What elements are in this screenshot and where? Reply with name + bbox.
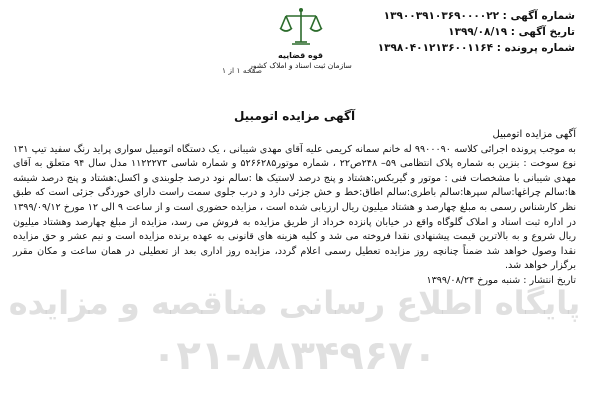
case-number: ۱۳۹۸۰۴۰۱۲۱۳۶۰۰۱۱۶۴	[377, 42, 494, 54]
notice-number-label: شماره آگهی :	[502, 10, 575, 22]
notice-date-label: تاریخ آگهی :	[510, 26, 575, 38]
notice-title: آگهی مزایده اتومبیل	[233, 109, 356, 123]
notice-number: ۱۳۹۰۰۳۹۱۰۳۶۹۰۰۰۰۲۲	[383, 10, 500, 22]
notice-number-row	[355, 8, 575, 24]
publication-date: ۱۳۹۹/۰۸/۲۴	[426, 274, 475, 286]
watermark-phone: ۰۲۱-۸۸۳۴۹۶۷۰	[151, 333, 438, 379]
notice-date-row	[355, 24, 575, 40]
notice-subject: آگهی مزایده اتومبیل	[492, 129, 576, 140]
organization-emblem	[248, 6, 353, 86]
notice-body	[13, 128, 576, 289]
publication-date-label: تاریخ انتشار : شنبه مورخ	[477, 274, 576, 286]
publication-date-row	[13, 274, 576, 289]
page-number: صفحه ۱ از ۱	[222, 66, 262, 75]
case-number-label: شماره پرونده :	[496, 42, 575, 54]
notice-body-text: به موجب پرونده اجرائی کلاسه ۹۹۰۰۰۹۰ له خانم سمانه کریمی علیه آقای مهدی شیبانی ، یک دستگاه اتومبیل سواری پراید رنگ سفید تیپ ۱۳۱ نوع سوخت : بنزین به شماره پلاک انتظامی ۵۹– ۲۴۸ص۲۲ ، شماره موتور۵۲۶۶۲۸۵ و شماره شاسی ۱۱۲۲۲۷۳ مدل سال ۹۴ متعلق به آقای مهدی شیبانی با مشخصات فنی : موتور و گیربکس:هشتاد و پنج درصد لاستیک ها :سالم نود درصد جلوبندی و اکسل:هشتاد و پنج درصد شیشه ها:سالم چراغها:سالم سپرها:سالم باطری:سالم اطاق:خط و خش جزئی دارد و درب جلوی سمت راست دارای خوردگی جزئی است که طبق نظر کارشناس رسمی به مبلغ چهارصد و هشتاد میلیون ریال ارزیابی شده است ، مزایده حضوری است و از ساعت ۹ الی ۱۲ مورخ ۱۳۹۹/۰۹/۱۲ در اداره ثبت اسناد و املاک گلوگاه واقع در خیابان پانزده خرداد از طریق مزایده به فروش می رسد، مزایده از مبلغ چهارصد وهشتاد میلیون ریال شروع و به بالاترین قیمت پیشنهادی نقدا فروخته می شد و کلیه هزینه های قانونی به عهده برنده مزایده است و نیم عشر و حق مزایده نقدا وصول خواهد شد ضمناً چنانچه روز مزایده تعطیل رسمی اعلام گردد، مزایده روز اداری بعد از تعطیلی در همان ساعت و مکان مقرر برگزار خواهد شد.	[13, 143, 576, 272]
scales-of-justice-icon	[278, 6, 324, 50]
notice-date: ۱۳۹۹/۰۸/۱۹	[448, 26, 508, 38]
organization-line1: قوه قضاییه	[277, 51, 323, 60]
watermark-title: پایگاه اطلاع رسانی مناقصه و مزایده	[8, 284, 581, 322]
organization-line2: سازمان ثبت اسناد و املاک کشور	[249, 61, 352, 70]
notice-meta	[355, 8, 575, 56]
case-number-row	[355, 40, 575, 56]
